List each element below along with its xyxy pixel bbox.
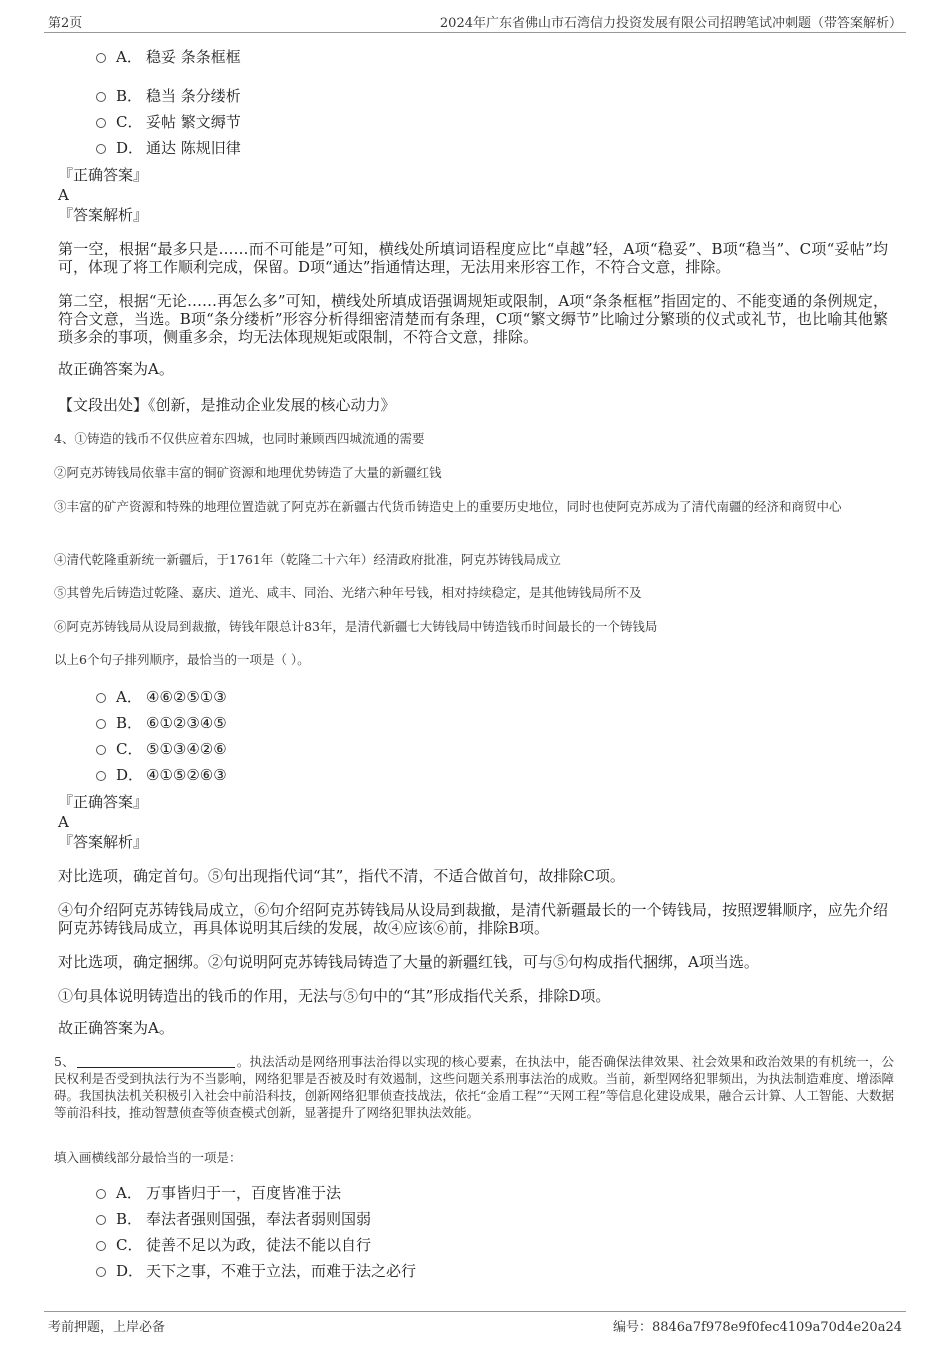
q3-option-a[interactable]: A． 稳妥 条条框框 [96,46,241,68]
q5-passage-text: 。执法活动是网络刑事法治得以实现的核心要素，在执法中，能否确保法律效果、社会效果和政治效果的有机统一，公民权利是否受到执法行为不当影响，网络犯罪是否被及时有效遏制，这些问题关系刑事法治的成败。当前，新型网络犯罪频出，为执法制造难度、增添障碍。我国执法机关积极引入社会中前沿科技，创新网络犯罪侦查技战法，依托“金盾工程”“天网工程”等信息化建设成果，融合云计算、人工智能、大数据等前沿科技，推动智慧侦查等侦查模式创新，显著提升了网络犯罪执法效能。 [54,1054,894,1120]
q4-analysis-paragraph: ④句介绍阿克苏铸钱局成立，⑥句介绍阿克苏铸钱局从设局到裁撤，是清代新疆最长的一个铸钱局，按照逻辑顺序，应先介绍阿克苏铸钱局成立，再具体说明其后续的发展，故④应该⑥前，排除B项。 [58,901,888,937]
radio-icon[interactable] [96,693,106,703]
q3-answer: A [58,186,69,204]
radio-icon[interactable] [96,719,106,729]
q3-option-c[interactable]: C． 妥帖 繁文缛节 [96,111,241,133]
q3-option-d[interactable]: D． 通达 陈规旧律 [96,137,241,159]
q4-sentence: ③丰富的矿产资源和特殊的地理位置造就了阿克苏在新疆古代货币铸造史上的重要历史地位，同时也使阿克苏成为了清代南疆的经济和商贸中心 [54,499,842,514]
radio-icon[interactable] [96,1189,106,1199]
radio-icon[interactable] [96,1215,106,1225]
q5-number: 5、 [54,1054,75,1069]
q5-option-b[interactable]: B． 奉法者强则国强，奉法者弱则国弱 [96,1208,371,1230]
page-footer [44,1311,906,1336]
footer-slogan: 考前押题，上岸必备 [48,1320,166,1335]
q3-analysis-conclusion: 故正确答案为A。 [58,360,174,378]
q4-analysis-paragraph: 对比选项，确定捆绑。②句说明阿克苏铸钱局铸造了大量的新疆红钱，可与⑤句构成指代捆绑，A项当选。 [58,953,759,971]
q4-sentence: ②阿克苏铸钱局依靠丰富的铜矿资源和地理优势铸造了大量的新疆红钱 [54,465,442,480]
q5-option-a[interactable]: A． 万事皆归于一，百度皆准于法 [96,1182,341,1204]
q4-option-c[interactable]: C． ⑤①③④②⑥ [96,738,227,760]
radio-icon[interactable] [96,92,106,102]
q4-analysis-conclusion: 故正确答案为A。 [58,1019,174,1037]
q4-sentence: ⑤其曾先后铸造过乾隆、嘉庆、道光、咸丰、同治、光绪六种年号钱，相对持续稳定，是其他铸钱局所不及 [54,585,642,600]
q4-option-d[interactable]: D． ④①⑤②⑥③ [96,764,227,786]
q5-option-c[interactable]: C． 徒善不足以为政，徒法不能以自行 [96,1234,371,1256]
q4-sentence: 4、①铸造的钱币不仅供应着东四城，也同时兼顾西四城流通的需要 [54,431,425,446]
q3-analysis-label: 『答案解析』 [58,206,149,224]
q3-source: 【文段出处】《创新，是推动企业发展的核心动力》 [58,396,396,414]
page-header [44,10,906,33]
q4-analysis-paragraph: ①句具体说明铸造出的钱币的作用，无法与⑤句中的“其”形成指代关系，排除D项。 [58,987,611,1005]
q4-analysis-label: 『答案解析』 [58,833,149,851]
q3-analysis-paragraph: 第二空，根据“无论……再怎么多”可知，横线处所填成语强调规矩或限制，A项“条条框框”指固定的、不能变通的条例规定，符合文意，当选。B项“条分缕析”形容分析得细密清楚而有条理，C项“繁文缛节”比喻过分繁琐的仪式或礼节，也比喻其他繁琐多余的事项，侧重多余，均无法体现规矩或限制，不符合文意，排除。 [58,292,888,346]
page-number: 第2页 [48,16,83,31]
radio-icon[interactable] [96,144,106,154]
q4-answer-label: 『正确答案』 [58,793,149,811]
radio-icon[interactable] [96,118,106,128]
q4-sentence: ④清代乾隆重新统一新疆后，于1761年（乾隆二十六年）经清政府批准，阿克苏铸钱局成立 [54,552,561,567]
radio-icon[interactable] [96,53,106,63]
document-title: 2024年广东省佛山市石湾信力投资发展有限公司招聘笔试冲刺题（带答案解析） [439,16,902,31]
q4-option-a[interactable]: A． ④⑥②⑤①③ [96,686,227,708]
radio-icon[interactable] [96,1267,106,1277]
q4-option-b[interactable]: B． ⑥①②③④⑤ [96,712,227,734]
fill-in-blank[interactable] [77,1055,235,1068]
q4-prompt: 以上6个句子排列顺序，最恰当的一项是（ ）。 [54,652,310,667]
q5-option-d[interactable]: D． 天下之事，不难于立法，而难于法之必行 [96,1260,416,1282]
q5-passage [54,1053,894,1121]
radio-icon[interactable] [96,745,106,755]
q4-sentence: ⑥阿克苏铸钱局从设局到裁撤，铸钱年限总计83年，是清代新疆七大铸钱局中铸造钱币时间最长的一个铸钱局 [54,619,658,634]
q4-analysis-paragraph: 对比选项，确定首句。⑤句出现指代词“其”，指代不清，不适合做首句，故排除C项。 [58,867,625,885]
radio-icon[interactable] [96,1241,106,1251]
q4-answer: A [58,813,69,831]
q3-analysis-paragraph: 第一空，根据“最多只是……而不可能是”可知，横线处所填词语程度应比“卓越”轻，A项“稳妥”、B项“稳当”、C项“妥帖”均可，体现了将工作顺利完成，保留。D项“通达”指通情达理，无法用来形容工作，不符合文意，排除。 [58,240,888,276]
q3-option-b[interactable]: B． 稳当 条分缕析 [96,85,241,107]
document-serial: 编号：8846a7f978e9f0fec4109a70d4e20a24 [612,1320,902,1335]
radio-icon[interactable] [96,771,106,781]
q5-prompt: 填入画横线部分最恰当的一项是： [54,1150,242,1165]
q3-answer-label: 『正确答案』 [58,166,149,184]
